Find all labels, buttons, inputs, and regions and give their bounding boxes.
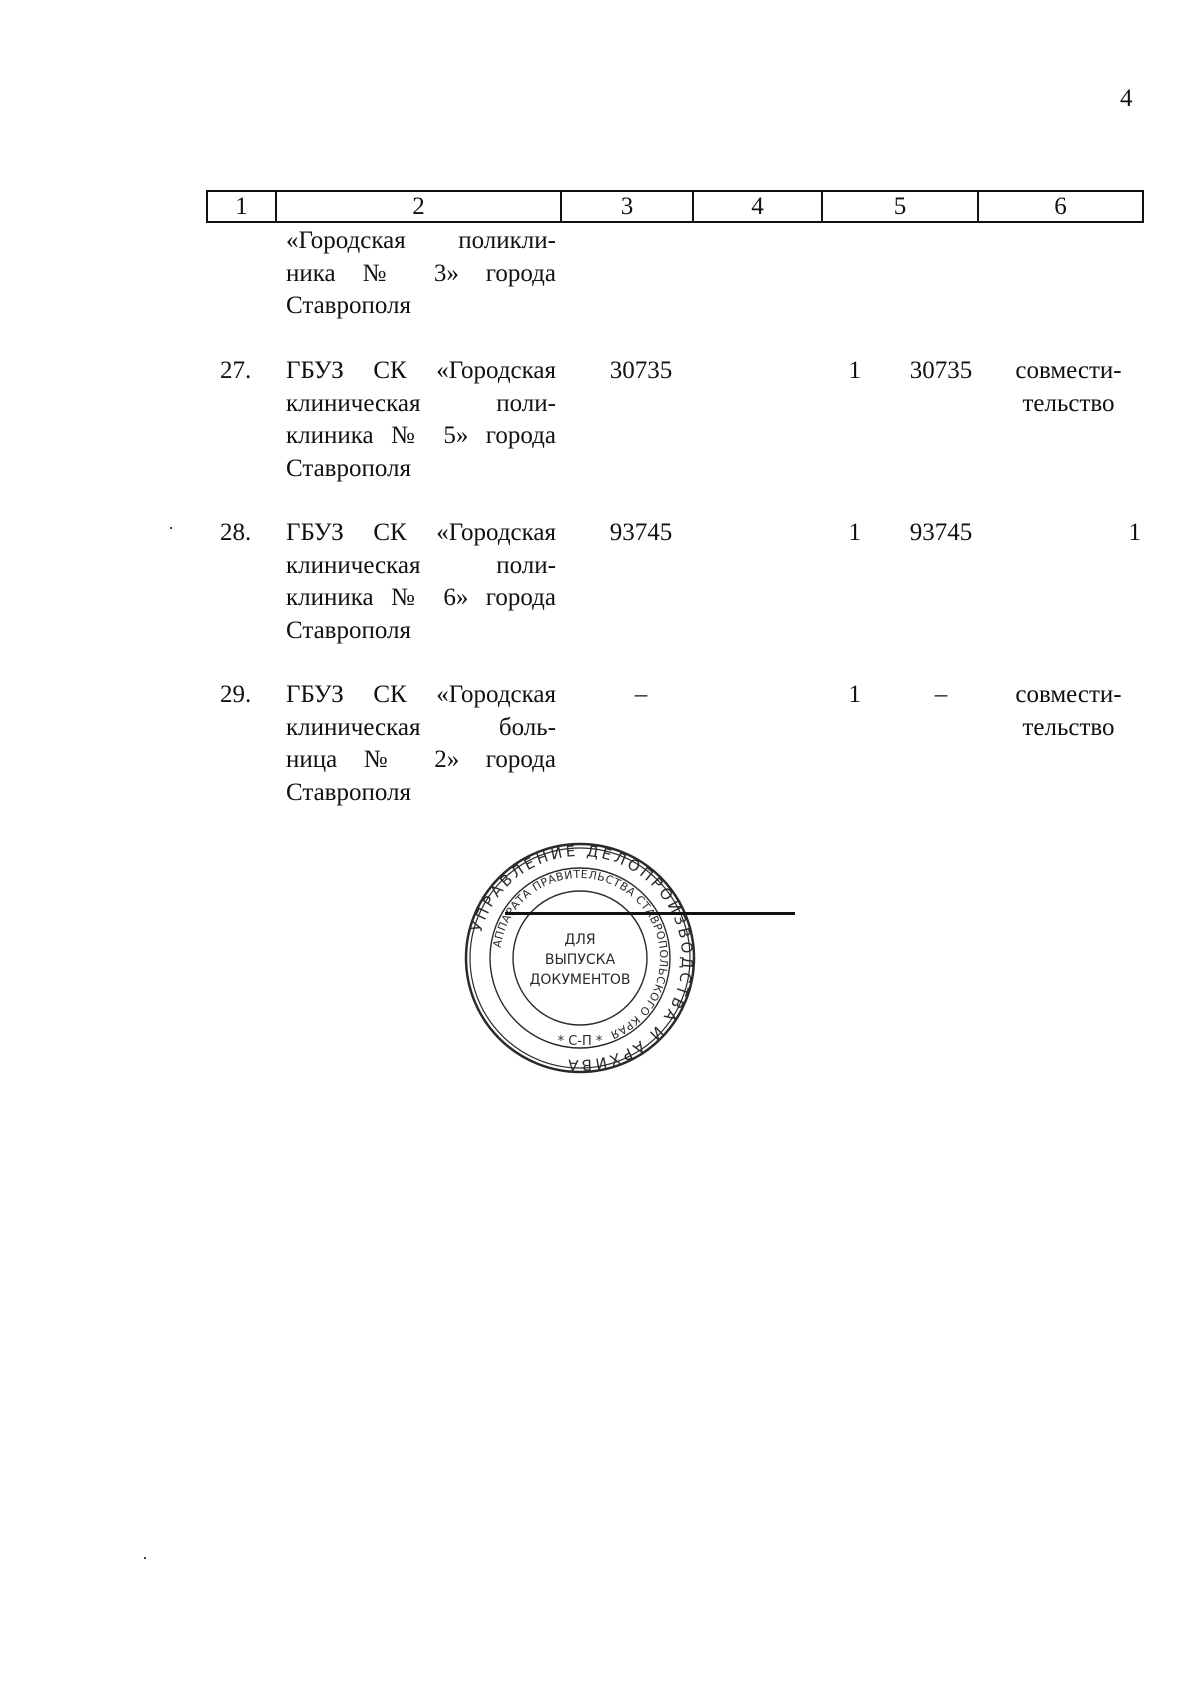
institution-name xyxy=(286,225,556,323)
row-number: 28. xyxy=(220,519,252,546)
stamp-center-line-3: ДОКУМЕНТОВ xyxy=(529,972,631,988)
name-line: Ставрополя xyxy=(286,292,411,319)
name-line: ГБУЗ СК «Городская xyxy=(286,519,556,546)
name-line: ника № 3» города xyxy=(286,259,556,287)
row-number: 29. xyxy=(220,681,252,708)
col-3-value: – xyxy=(634,681,648,708)
institution-name xyxy=(286,517,556,647)
col-3-value: 30735 xyxy=(609,357,673,384)
col-6-line: совмести- xyxy=(1015,681,1122,708)
header-col-6: 6 xyxy=(1054,193,1067,220)
stamp-bottom-text: * С-П * xyxy=(557,1034,603,1049)
name-line: ница № 2» города xyxy=(286,746,556,773)
col-6-line: 1 xyxy=(1128,519,1141,546)
name-line: Ставрополя xyxy=(286,454,411,482)
header-col-2: 2 xyxy=(277,192,562,221)
col-4-value: 1 xyxy=(848,681,861,708)
scan-speck xyxy=(170,527,172,529)
name-line: «Городская поликли- xyxy=(286,227,556,254)
stamp-center-line-1: ДЛЯ xyxy=(564,932,596,948)
row-number: 27. xyxy=(220,357,252,384)
col-5-value: – xyxy=(934,681,948,708)
col-6-value xyxy=(996,679,1141,744)
name-line: клиника № 5» города xyxy=(286,422,556,449)
stamp-outer-text: УПРАВЛЕНИЕ ДЕЛОПРОИЗВОДСТВА И АРХИВА xyxy=(467,841,697,1075)
name-line: Ставрополя xyxy=(286,778,411,806)
stamp-center-line-2: ВЫПУСКА xyxy=(544,952,616,968)
page-number: 4 xyxy=(1120,85,1133,112)
col-6-value xyxy=(996,517,1141,550)
header-col-5: 5 xyxy=(823,192,979,221)
official-stamp xyxy=(462,840,698,1076)
header-col-3: 3 xyxy=(562,192,694,221)
col-6-value xyxy=(996,355,1141,420)
name-line: клиническая боль- xyxy=(286,713,556,741)
institution-name xyxy=(286,679,556,809)
col-6-line: тельство xyxy=(1022,389,1115,417)
col-3-value: 93745 xyxy=(609,519,673,546)
name-line: Ставрополя xyxy=(286,616,411,644)
col-4-value: 1 xyxy=(848,519,861,546)
name-line: клиническая поли- xyxy=(286,551,556,579)
table-header-row xyxy=(206,190,1144,223)
header-col-4: 4 xyxy=(694,192,823,221)
scan-speck xyxy=(144,1557,146,1559)
name-line: ГБУЗ СК «Городская xyxy=(286,357,556,384)
stamp-inner-text: АППАРАТА ПРАВИТЕЛЬСТВА СТАВРОПОЛЬСКОГО КРАЯ xyxy=(490,867,671,1042)
col-6-line: тельство xyxy=(1022,713,1115,741)
name-line: клиническая поли- xyxy=(286,389,556,417)
col-5-value: 30735 xyxy=(909,357,973,384)
institution-name xyxy=(286,355,556,485)
col-6-line: совмести- xyxy=(1015,357,1122,384)
col-5-value: 93745 xyxy=(909,519,973,546)
signature-line xyxy=(505,912,795,915)
col-4-value: 1 xyxy=(848,357,861,384)
header-col-1: 1 xyxy=(208,192,277,221)
name-line: клиника № 6» города xyxy=(286,584,556,611)
name-line: ГБУЗ СК «Городская xyxy=(286,681,556,708)
